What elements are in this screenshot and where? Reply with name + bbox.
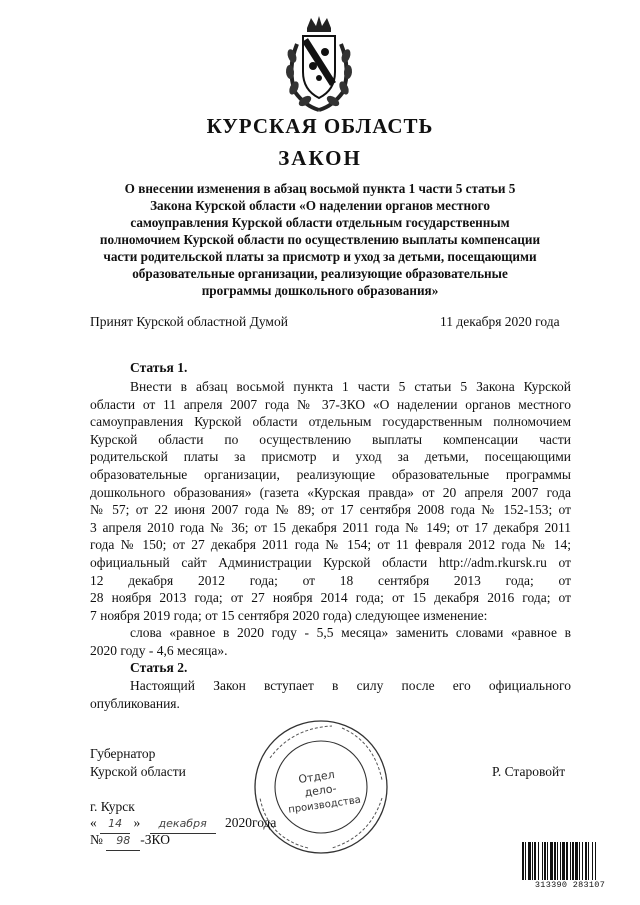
article-1-text — [90, 378, 571, 660]
barcode-bar — [566, 842, 568, 882]
quote-close: » — [133, 815, 141, 830]
article-2-line: опубликования. — [90, 695, 180, 711]
day-value: 14 — [100, 815, 130, 834]
article-1-change-line: слова «равное в 2020 году - 5,5 месяца» заменить словами «равное в — [130, 625, 571, 641]
stamp — [252, 718, 390, 856]
barcode-bar — [560, 842, 561, 882]
barcode-bar — [522, 842, 524, 882]
article-1-change-line: 2020 году - 4,6 месяца». — [90, 642, 228, 658]
law-number — [90, 831, 170, 851]
article-1-line: родительской платы за присмотр и уход за детьми, посещающими — [90, 449, 571, 465]
article-1-line: самоуправления Курской области отдельным государственным полномочием — [90, 414, 571, 430]
article-1-line: 3 апреля 2010 года № 36; от 15 декабря 2011 года № 149; от 17 декабря 2011 — [90, 519, 571, 535]
barcode-bar — [572, 842, 574, 882]
governor-title-line: Губернатор — [90, 746, 156, 761]
barcode-bar — [532, 842, 533, 882]
title-line: образовательные организации, реализующие образовательные — [132, 266, 508, 281]
barcode-bar — [570, 842, 571, 882]
barcode-bar — [528, 842, 531, 882]
title-line: части родительской платы за присмотр и уход за детьми, посещающими — [103, 249, 537, 264]
article-1-line: Внести в абзац восьмой пункта 1 части 5 статьи 5 Закона Курской — [130, 379, 571, 394]
stamp-line: производства — [287, 794, 362, 816]
article-2-line: Настоящий Закон вступает в силу после его официального — [130, 678, 571, 693]
number-suffix: -ЗКО — [140, 832, 170, 847]
barcode-bar — [582, 842, 583, 882]
barcode-bar — [585, 842, 587, 882]
barcode-bar — [525, 842, 526, 882]
article-1-line: 28 ноября 2013 года; от 27 ноября 2014 года; от 15 декабря 2016 года; от — [90, 590, 571, 606]
governor-title-line: Курской области — [90, 764, 186, 779]
barcode-bar — [550, 842, 553, 882]
quote-open: « — [90, 815, 97, 830]
coat-of-arms-icon — [283, 14, 355, 114]
governor-title — [90, 745, 186, 781]
article-2-text — [90, 677, 571, 712]
adopted-by: Принят Курской областной Думой — [90, 314, 288, 329]
article-1-line: Курской области по осуществлению выплаты компенсации части — [90, 431, 571, 447]
barcode-bar — [544, 842, 546, 882]
article-1-line: 7 ноября 2019 года; от 15 сентября 2020 года) следующее изменение: — [90, 607, 488, 623]
article-1-line: образовательные организации, реализующие образовательные программы — [90, 466, 571, 482]
article-1-line: 12 декабря 2012 года; от 18 сентября 2013 года; от — [90, 572, 571, 588]
title-line: Закона Курской области «О наделении органов местного — [150, 198, 490, 213]
number-label: № — [90, 832, 103, 847]
law-title — [0, 180, 640, 299]
barcode-bar — [588, 842, 589, 882]
stamp-line: Отдел — [297, 768, 336, 786]
title-line: О внесении изменения в абзац восьмой пункта 1 части 5 статьи 5 — [124, 181, 516, 196]
stamp-line: дело- — [303, 781, 338, 800]
year-suffix: года — [252, 815, 277, 830]
article-1-heading: Статья 1. — [130, 360, 188, 375]
month-value: декабря — [150, 815, 216, 834]
title-line: полномочием Курской области по осуществлению выплаты компенсации — [99, 232, 541, 247]
barcode-bar — [562, 842, 565, 882]
article-1-line: области от 11 апреля 2007 года № 37-ЗКО «О наделении органов местного — [90, 396, 571, 412]
article-2-heading: Статья 2. — [130, 660, 188, 675]
barcode-bar — [595, 842, 596, 882]
barcode-number: 313390 283107 — [520, 880, 620, 890]
barcode-bar — [575, 842, 578, 882]
region-heading: КУРСКАЯ ОБЛАСТЬ — [206, 114, 434, 138]
governor-name: Р. Старовойт — [492, 764, 566, 779]
barcode-bar — [538, 842, 539, 882]
barcode-bar — [579, 842, 580, 882]
adopted-date: 11 декабря 2020 года — [440, 314, 560, 329]
barcode-bar — [534, 842, 536, 882]
barcode-bar — [547, 842, 548, 882]
barcode-bar — [542, 842, 543, 882]
document-type-heading: ЗАКОН — [278, 146, 362, 170]
number-value: 98 — [106, 832, 140, 851]
title-line: программы дошкольного образования» — [201, 283, 439, 298]
barcode-bar — [557, 842, 558, 882]
year-value: 2020 — [225, 815, 252, 830]
barcode-bar — [592, 842, 593, 882]
article-1-line: официальный сайт Администрации Курской области http://adm.rkursk.ru от — [90, 554, 571, 570]
article-1-line: № 57; от 22 июня 2007 года № 89; от 17 сентября 2008 года № 152-153; от — [90, 502, 571, 518]
article-1-line: года № 150; от 27 декабря 2011 года № 154; от 11 февраля 2012 года № 14; — [90, 537, 571, 553]
city: г. Курск — [90, 799, 135, 814]
title-line: самоуправления Курской области отдельным государственным — [130, 215, 510, 230]
barcode-bar — [554, 842, 556, 882]
article-1-line: дошкольного образования» (газета «Курская правда» от 20 апреля 2007 года — [90, 484, 571, 500]
